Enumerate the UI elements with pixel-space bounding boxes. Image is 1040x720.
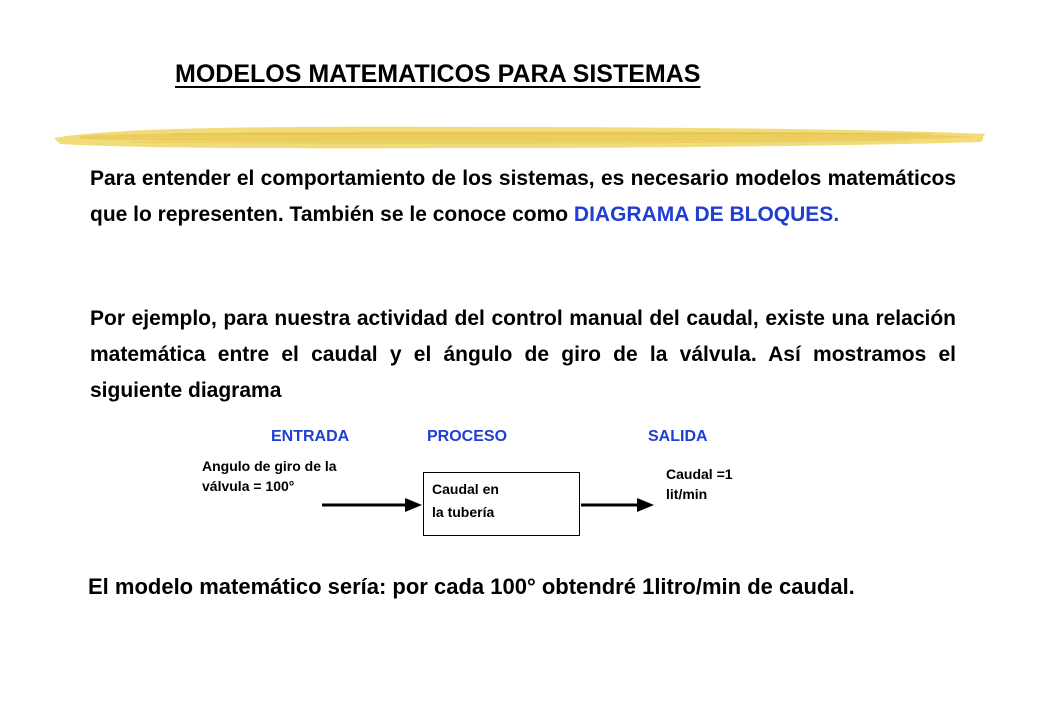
salida-header: SALIDA — [648, 428, 708, 445]
process-block — [423, 472, 580, 536]
conclusion-paragraph: El modelo matemático sería: por cada 100° obtendré 1litro/min de caudal. — [88, 574, 855, 599]
page-title: MODELOS MATEMATICOS PARA SISTEMAS — [175, 60, 701, 88]
intro-paragraph — [90, 161, 956, 233]
output-arrow — [581, 498, 654, 512]
input-arrow — [322, 498, 422, 512]
intro-text: Para entender el comportamiento de los sistemas, es necesario modelos matemáticos que lo representen. También se le conoce como — [90, 167, 956, 226]
output-label-line1: Caudal =1 — [666, 466, 733, 482]
entrada-header: ENTRADA — [271, 428, 350, 445]
decorative-brush-stroke — [50, 118, 990, 158]
input-label-line2: válvula = 100° — [202, 478, 295, 494]
input-label — [202, 456, 337, 496]
process-block-line1: Caudal en — [432, 481, 499, 497]
output-label-line2: lit/min — [666, 486, 708, 502]
example-paragraph: Por ejemplo, para nuestra actividad del control manual del caudal, existe una relación matemática entre el caudal y el ángulo de giro de la válvula. Así mostramos el siguiente diagrama — [90, 307, 956, 402]
block-diagram-highlight: DIAGRAMA DE BLOQUES. — [573, 203, 840, 226]
process-block-line2: la tubería — [432, 504, 495, 520]
proceso-header: PROCESO — [427, 428, 508, 445]
output-label — [666, 464, 733, 504]
input-label-line1: Angulo de giro de la — [202, 458, 337, 474]
